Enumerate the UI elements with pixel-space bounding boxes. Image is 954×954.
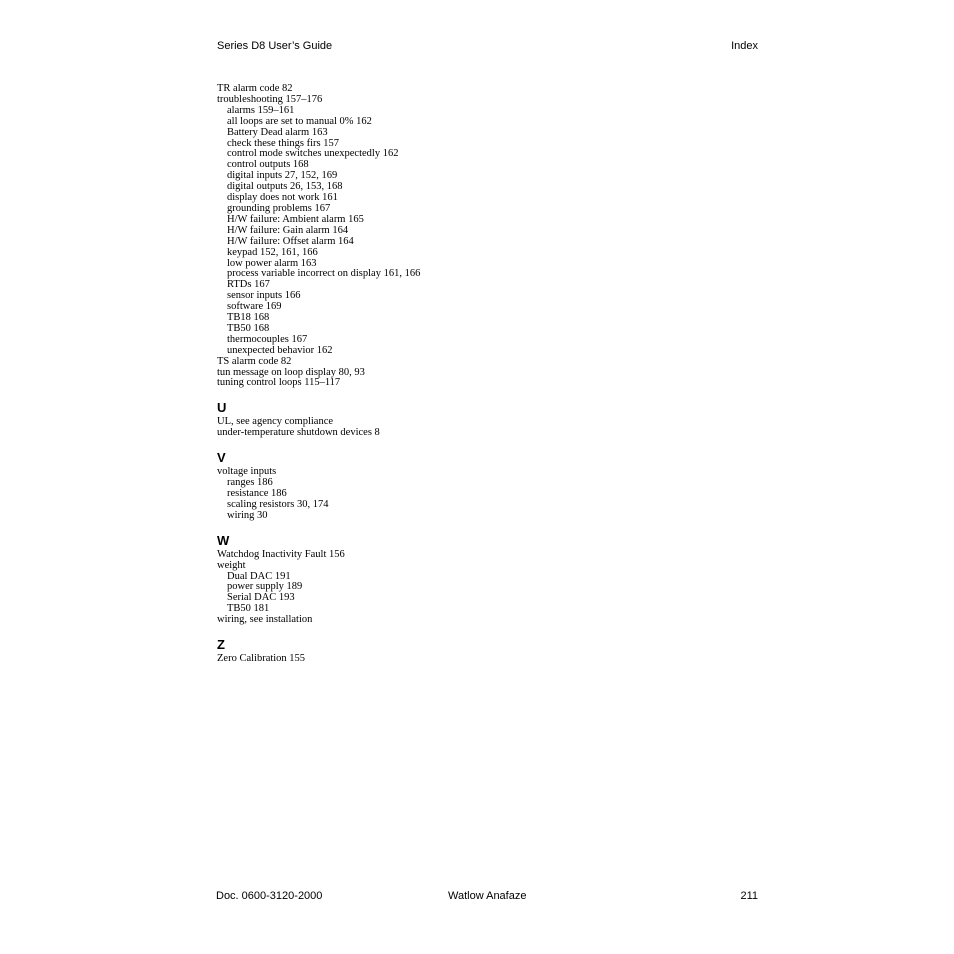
index-entry: tuning control loops 115–117 (217, 377, 341, 389)
index-body (217, 84, 737, 665)
index-subentry: alarms 159–161 (227, 104, 295, 116)
index-entry: TR alarm code 82 (217, 83, 293, 94)
index-entry: under-temperature shutdown devices 8 (217, 427, 380, 439)
index-subentry: check these things firs 157 (227, 137, 339, 149)
index-entry: UL, see agency compliance (217, 416, 334, 428)
running-header-section: Index (731, 40, 758, 52)
index-subentry: control mode switches unexpectedly 162 (227, 148, 399, 160)
index-subentry: all loops are set to manual 0% 162 (227, 115, 372, 127)
section-letter-heading: V (217, 450, 226, 466)
index-entry: TS alarm code 82 (217, 355, 292, 367)
index-subentry: Dual DAC 191 (227, 570, 291, 582)
index-entry: Zero Calibration 155 (217, 653, 306, 665)
index-subentry: wiring 30 (227, 509, 268, 521)
index-entry: tun message on loop display 80, 93 (217, 366, 365, 378)
index-subentry: RTDs 167 (227, 279, 270, 291)
footer-publisher: Watlow Anafaze (448, 890, 527, 902)
index-subentry: TB50 181 (227, 603, 270, 615)
index-section (217, 637, 737, 665)
index-subentry: process variable incorrect on display 161, 166 (227, 268, 421, 280)
index-subentry: H/W failure: Gain alarm 164 (227, 224, 349, 236)
index-subentry: grounding problems 167 (227, 202, 331, 214)
index-subentry: Serial DAC 193 (227, 592, 295, 604)
index-subentry: TB18 168 (227, 312, 270, 324)
index-entry: Watchdog Inactivity Fault 156 (217, 548, 345, 560)
page-number: 211 (740, 890, 758, 902)
index-subentry: power supply 189 (227, 581, 303, 593)
index-entry: troubleshooting 157–176 (217, 93, 323, 105)
index-section (217, 533, 737, 626)
index-subentry: digital inputs 27, 152, 169 (227, 170, 338, 182)
index-subentry: TB50 168 (227, 322, 270, 334)
index-subentry: digital outputs 26, 153, 168 (227, 181, 343, 193)
section-letter-heading: W (217, 532, 230, 548)
index-subentry: unexpected behavior 162 (227, 344, 333, 356)
index-entry: wiring, see installation (217, 614, 313, 626)
index-section (217, 450, 737, 522)
index-subentry: Battery Dead alarm 163 (227, 126, 328, 138)
index-subentry: control outputs 168 (227, 159, 309, 171)
index-subentry: thermocouples 167 (227, 333, 308, 345)
index-subentry: H/W failure: Ambient alarm 165 (227, 213, 364, 225)
index-subentry: display does not work 161 (227, 192, 338, 204)
index-subentry: sensor inputs 166 (227, 290, 301, 302)
index-subentry: software 169 (227, 301, 282, 313)
index-subentry: low power alarm 163 (227, 257, 317, 269)
index-section (217, 84, 737, 389)
section-letter-heading: U (217, 400, 227, 416)
running-header-title: Series D8 User’s Guide (217, 40, 333, 52)
index-subentry: scaling resistors 30, 174 (227, 498, 329, 510)
footer-doc-number: Doc. 0600-3120-2000 (216, 890, 323, 902)
index-subentry: resistance 186 (227, 488, 287, 499)
index-subentry: H/W failure: Offset alarm 164 (227, 235, 354, 247)
index-section (217, 400, 737, 439)
index-entry: voltage inputs (217, 466, 277, 478)
index-subentry: ranges 186 (227, 477, 273, 489)
section-letter-heading: Z (217, 637, 225, 653)
index-subentry: keypad 152, 161, 166 (227, 246, 318, 258)
index-entry: weight (217, 559, 246, 571)
